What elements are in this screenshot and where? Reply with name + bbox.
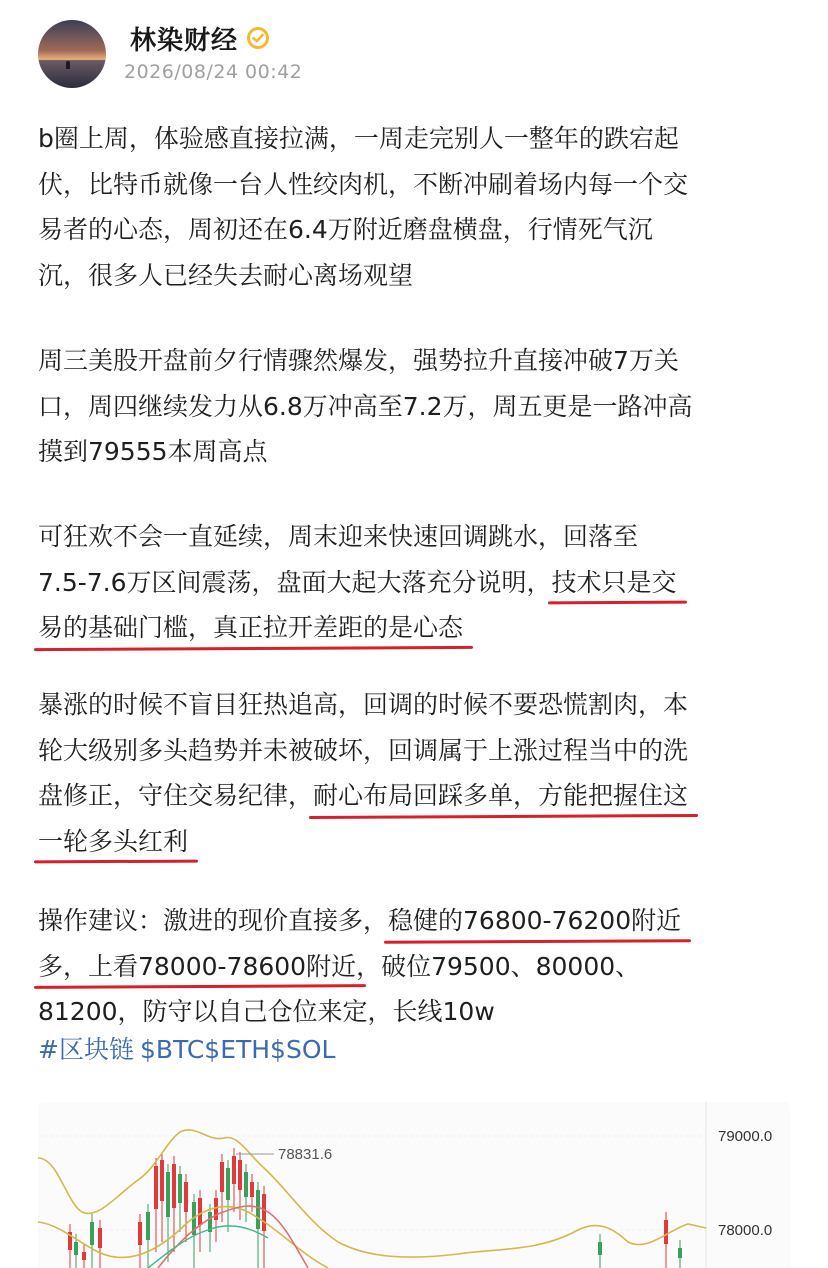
highlighted-text (388, 898, 681, 944)
highlighted-text (38, 819, 188, 865)
highlighted-text-content: 技术只是交 (551, 567, 677, 597)
text-segment: 81200，防守以自己仓位来定，长线10w (38, 997, 495, 1026)
price-label-lower: 78000.0 (718, 1222, 773, 1239)
text-segment: ，破位79500、80000、 (356, 951, 641, 981)
candle-body (138, 1222, 142, 1245)
verified-badge-icon (246, 26, 270, 50)
candle-body (250, 1182, 254, 1197)
text-line (38, 560, 677, 606)
text-segment: 易者的心态，周初还在6.4万附近磨盘横盘，行情死气沉 (38, 215, 653, 244)
text-segment: 口，周四继续发力从6.8万冲高至7.2万，周五更是一路冲高 (38, 391, 693, 421)
text-line (38, 898, 681, 944)
candle-body (238, 1160, 242, 1190)
candle-body (226, 1168, 230, 1200)
red-underline (548, 601, 687, 605)
red-underline (34, 860, 198, 864)
price-label-upper: 79000.0 (718, 1128, 773, 1145)
tag-btc[interactable]: $BTC$ (139, 1035, 221, 1064)
paragraph-1 (38, 116, 688, 298)
candle-body (166, 1172, 170, 1217)
highlighted-text-content: 多，上看78000-78600附近 (38, 951, 357, 981)
candle-body (98, 1228, 102, 1248)
peak-price-label: 78831.6 (278, 1146, 333, 1163)
text-line (38, 429, 693, 475)
text-segment: 操作建议：激进的现价直接多， (38, 906, 389, 935)
text-line (38, 116, 688, 162)
text-line (38, 162, 688, 208)
text-line (38, 605, 677, 651)
candle-body (74, 1242, 78, 1255)
highlighted-text (552, 560, 677, 606)
tag-eth[interactable]: ETH$ (220, 1035, 286, 1064)
candle-body (160, 1160, 164, 1201)
text-line (38, 728, 688, 774)
text-line (38, 384, 693, 430)
candle-body (198, 1198, 202, 1225)
highlighted-text (38, 944, 356, 990)
candlestick-chart (38, 1102, 790, 1268)
candle-body (154, 1166, 158, 1209)
text-segment: 伏，比特币就像一台人性绞肉机，不断冲刷着场内每一个交 (38, 169, 689, 199)
text-line (38, 338, 693, 384)
text-line (38, 514, 677, 560)
candle-body (256, 1190, 260, 1229)
highlighted-text (38, 605, 463, 651)
candle-body (82, 1252, 86, 1260)
text-segment: 盘修正，守住交易纪律， (38, 781, 314, 810)
candle-body (90, 1222, 94, 1245)
paragraph-5 (38, 898, 681, 1035)
post-header (0, 0, 828, 100)
tag-sol[interactable]: SOL (285, 1035, 336, 1064)
candle-body (220, 1162, 224, 1192)
text-line (38, 819, 688, 865)
hashtag-row (38, 1030, 341, 1066)
candle-body (232, 1156, 236, 1184)
avatar-sunset-image (38, 20, 106, 88)
text-segment: 摸到79555本周高点 (38, 437, 268, 466)
price-chart-image[interactable] (38, 1102, 790, 1268)
text-segment: 暴涨的时候不盲目狂热追高，回调的时候不要恐慌割肉，本 (38, 690, 689, 719)
text-line (38, 207, 688, 253)
red-underline (34, 645, 473, 650)
text-line (38, 682, 688, 728)
text-line (38, 773, 688, 819)
candle-body (244, 1172, 248, 1197)
candle-body (178, 1174, 182, 1203)
candle-body (184, 1182, 188, 1212)
highlighted-text-content: 易的基础门槛，真正拉开差距的是心态 (38, 613, 464, 642)
author-name[interactable]: 林染财经 (130, 26, 239, 56)
candle-body (146, 1212, 150, 1240)
lower-band-line (38, 1207, 328, 1268)
highlighted-text-content: 耐心布局回踩多单，方能把握住这 (313, 781, 689, 810)
text-segment: 7.5-7.6万区间震荡，盘面大起大落充分说明， (38, 567, 552, 597)
paragraph-3 (38, 514, 677, 651)
tag-blockchain[interactable]: #区块链 (38, 1035, 134, 1064)
text-line (38, 253, 688, 299)
candle-body (262, 1194, 266, 1231)
highlighted-text (313, 773, 688, 819)
candle-body (214, 1198, 218, 1220)
candle-body (172, 1164, 176, 1208)
paragraph-4 (38, 682, 688, 864)
text-line (38, 944, 681, 990)
post-timestamp: 2026/08/24 00:42 (124, 61, 303, 83)
text-segment: b圈上周，体验感直接拉满，一周走完别人一整年的跌宕起 (38, 124, 679, 153)
candle-body (678, 1248, 682, 1258)
text-segment: 沉，很多人已经失去耐心离场观望 (38, 260, 414, 290)
candle-body (664, 1220, 668, 1244)
text-segment: 轮大级别多头趋势并未被破坏，回调属于上涨过程当中的洗 (38, 735, 689, 765)
highlighted-text-content: 一轮多头红利 (38, 826, 189, 856)
moving-average-line-2 (148, 1226, 268, 1268)
candle-body (598, 1242, 602, 1255)
text-segment: 可狂欢不会一直延续，周末迎来快速回调跳水，回落至 (38, 522, 639, 551)
text-line (38, 989, 681, 1035)
highlighted-text-content: 稳健的76800-76200附近 (388, 906, 682, 935)
author-avatar[interactable] (38, 20, 106, 88)
candles-group (68, 1148, 682, 1268)
text-segment: 周三美股开盘前夕行情骤然爆发，强势拉升直接冲破7万关 (38, 346, 679, 375)
paragraph-2 (38, 338, 693, 475)
